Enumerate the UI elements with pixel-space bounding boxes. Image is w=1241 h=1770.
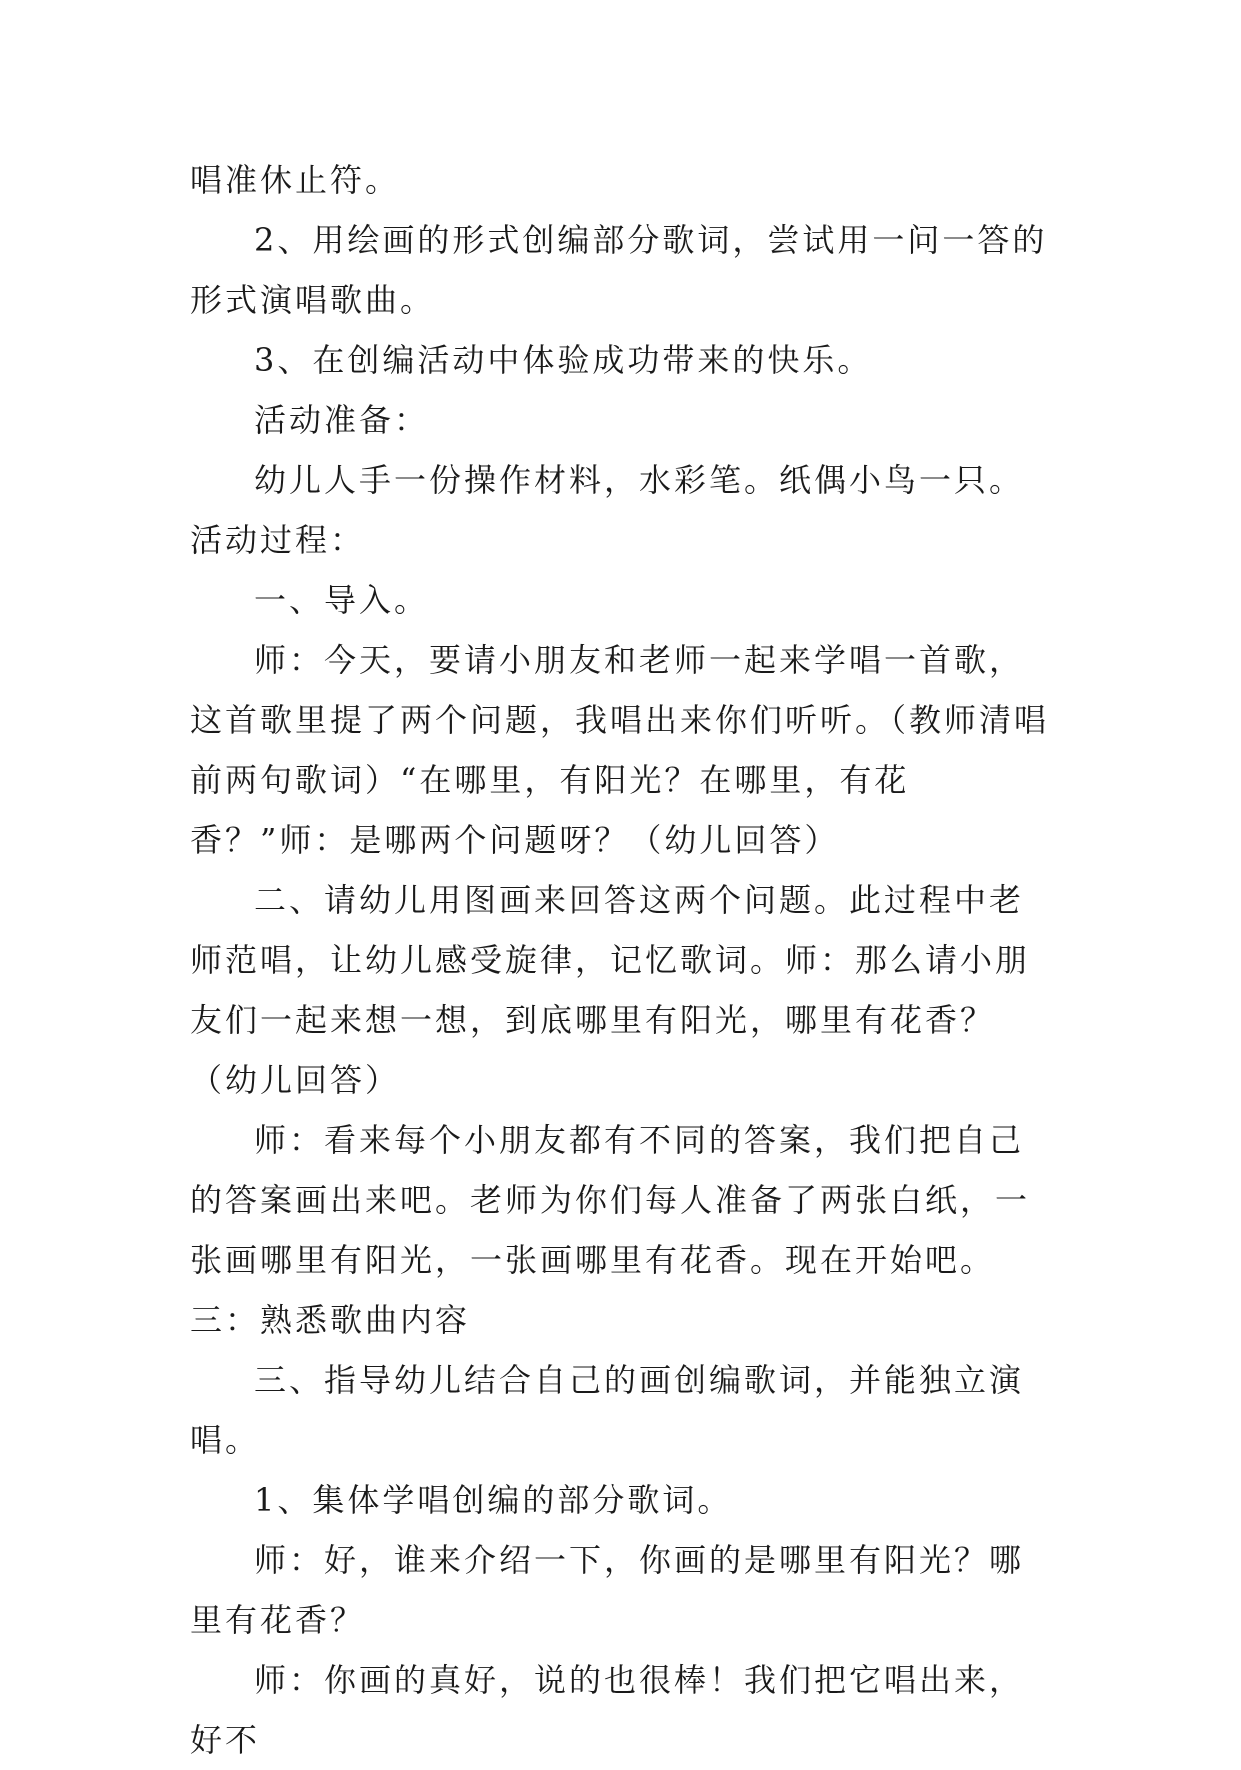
paragraph: 师：看来每个小朋友都有不同的答案，我们把自己的答案画出来吧。老师为你们每人准备了两张白纸，一张画哪里有阳光，一张画哪里有花香。现在开始吧。三：熟悉歌曲内容: [190, 1121, 1031, 1339]
paragraph: 二、请幼儿用图画来回答这两个问题。此过程中老师范唱，让幼儿感受旋律，记忆歌词。师：那么请小朋友们一起来想一想，到底哪里有阳光，哪里有花香？（幼儿回答）: [190, 881, 1031, 1099]
paragraph: 3、在创编活动中体验成功带来的快乐。: [254, 341, 873, 379]
paragraph: 活动准备：: [254, 401, 430, 439]
paragraph: 2、用绘画的形式创编部分歌词，尝试用一问一答的形式演唱歌曲。: [190, 221, 1048, 319]
paragraph: 一、导入。: [254, 581, 430, 619]
paragraph: 师：好，谁来介绍一下，你画的是哪里有阳光？哪里有花香？: [190, 1541, 1025, 1639]
paragraph: 师：你画的真好，说的也很棒！我们把它唱出来，好不: [190, 1661, 1025, 1759]
paragraph: 1、集体学唱创编的部分歌词。: [254, 1481, 733, 1519]
paragraph: 唱准休止符。: [190, 161, 401, 199]
document-body: [190, 150, 1050, 1770]
paragraph: 师：今天，要请小朋友和老师一起来学唱一首歌，这首歌里提了两个问题，我唱出来你们听听。（教师清唱前两句歌词）“在哪里，有阳光？在哪里，有花香？”师：是哪两个问题呀？（幼儿回答）: [190, 641, 1050, 859]
paragraph: 幼儿人手一份操作材料，水彩笔。纸偶小鸟一只。活动过程：: [190, 461, 1025, 559]
paragraph: 三、指导幼儿结合自己的画创编歌词，并能独立演唱。: [190, 1361, 1025, 1459]
